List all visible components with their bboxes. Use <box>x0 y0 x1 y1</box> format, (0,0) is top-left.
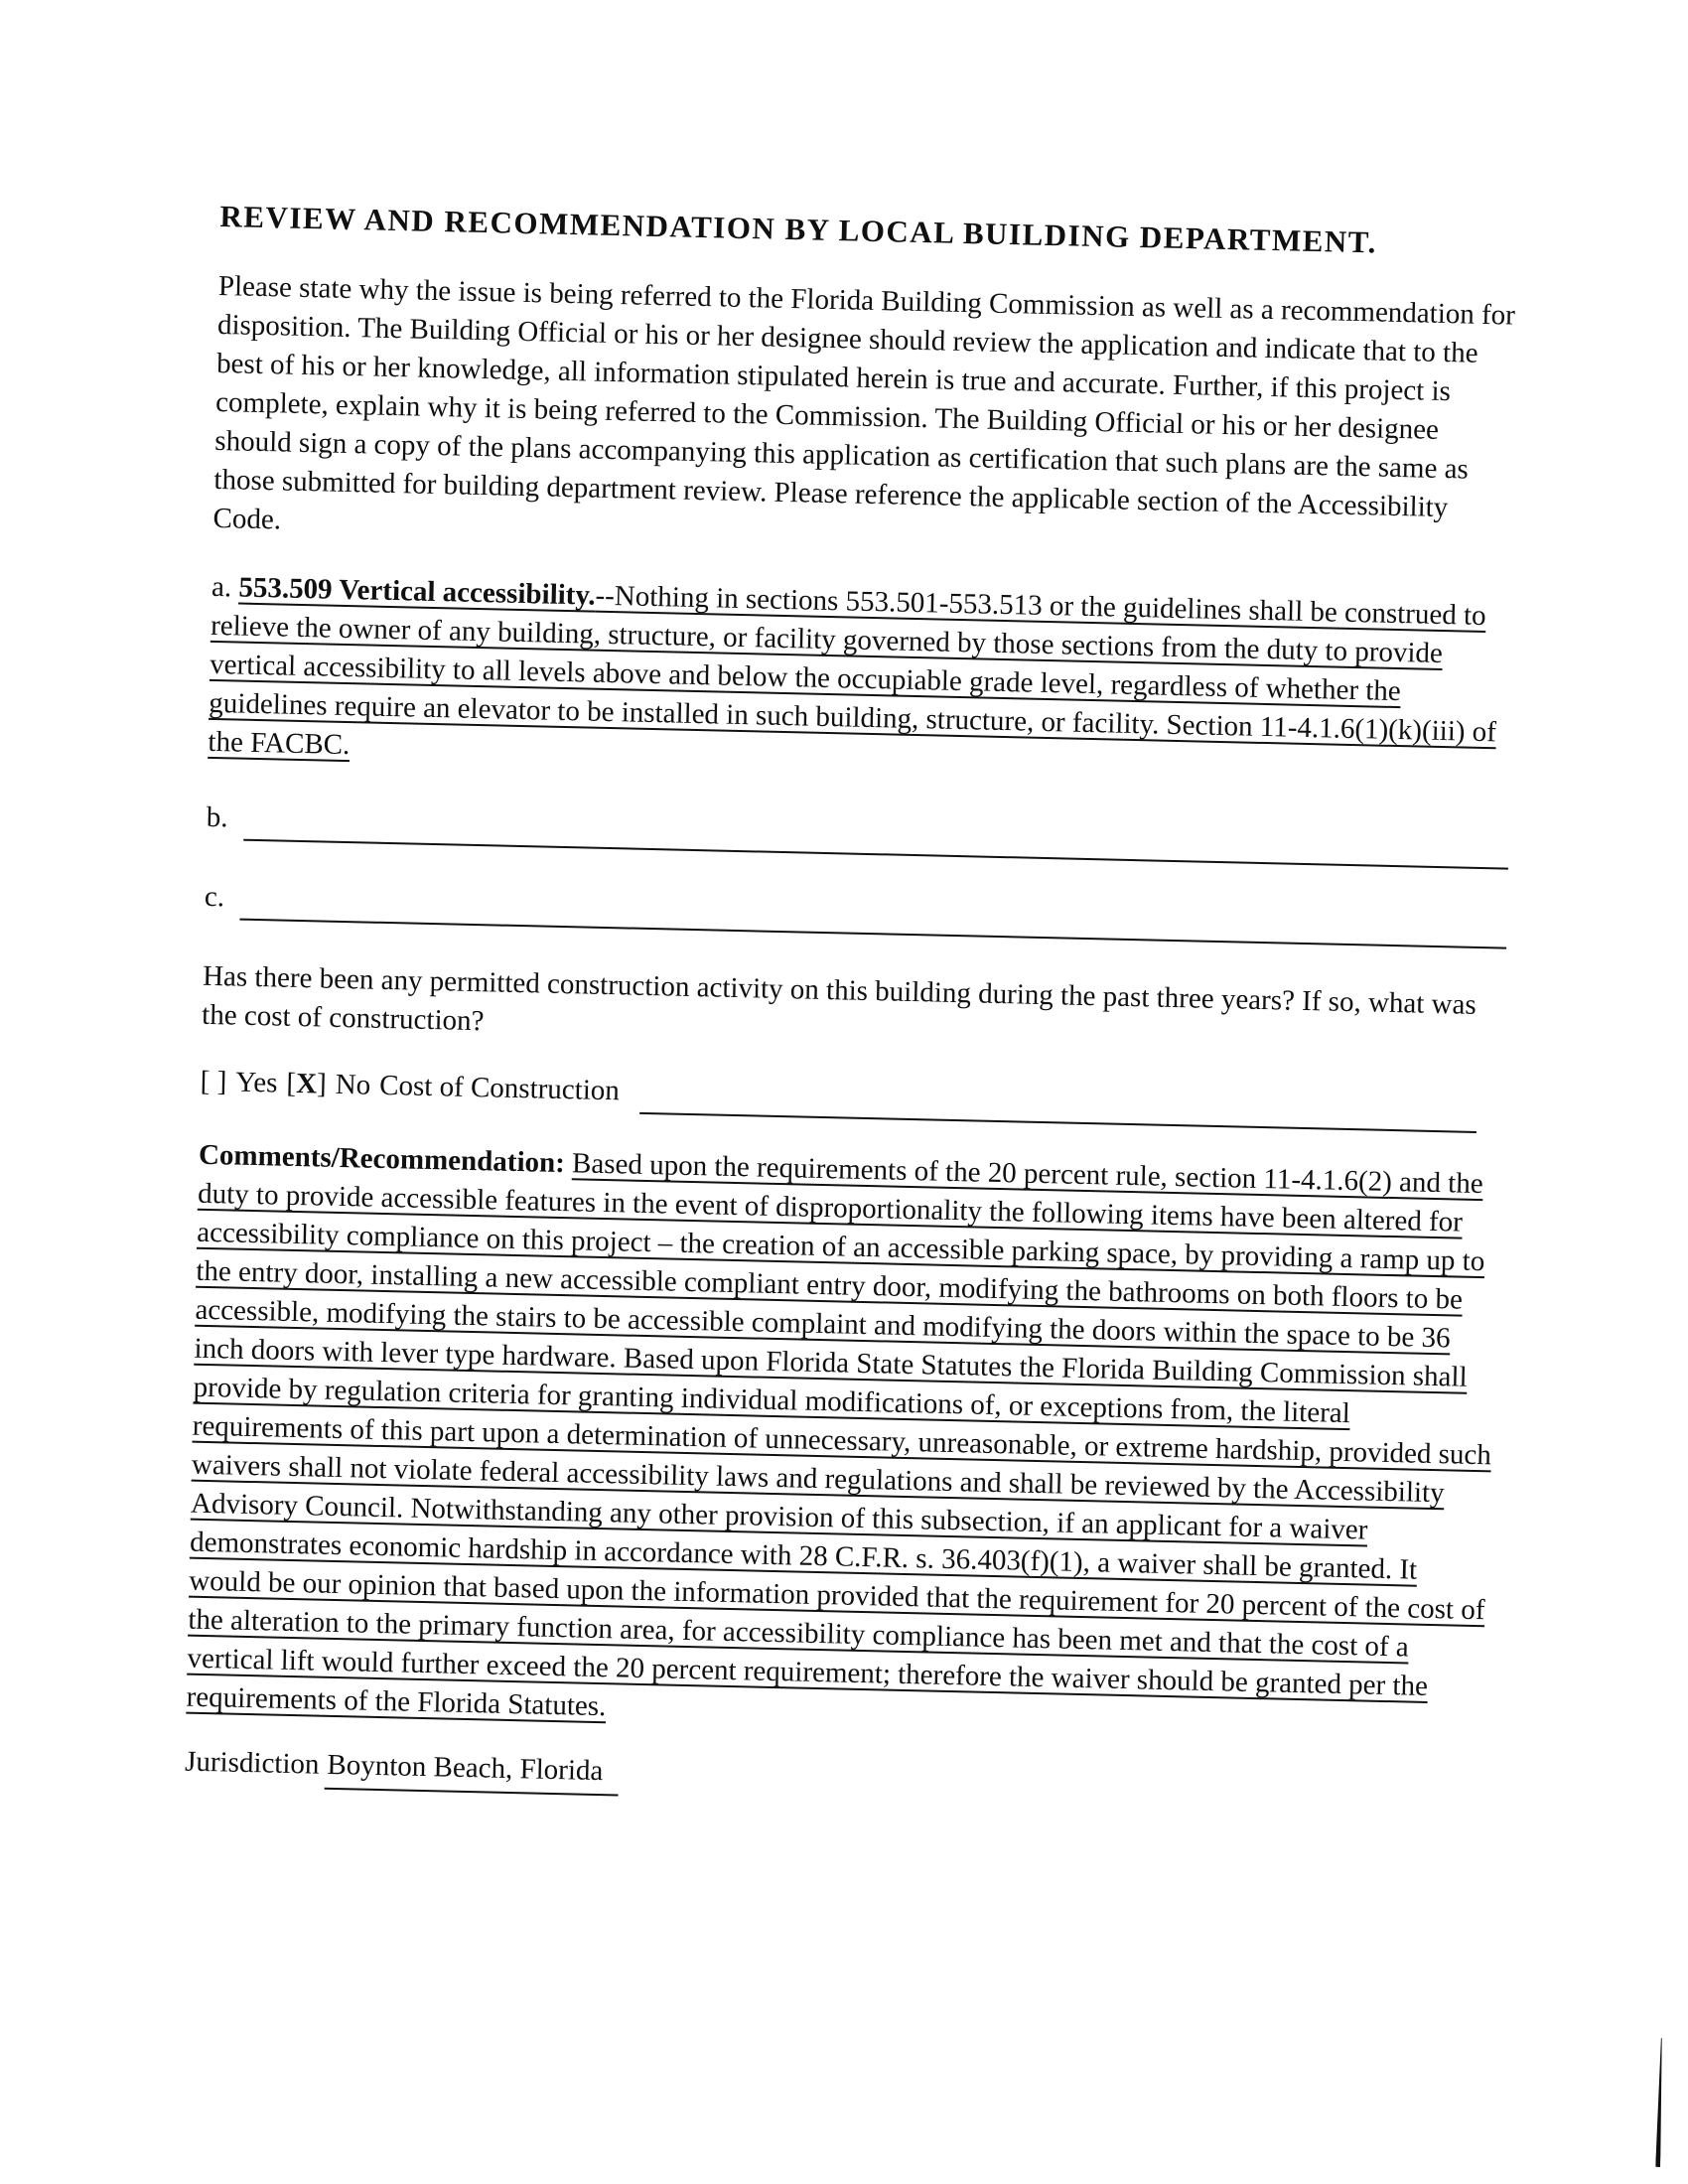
section-a-body: --Nothing in sections 553.501-553.513 or the guidelines shall be construed to relieve the owner of any building, structure, or facility governed by those sections from the duty to provide vertical accessibility to all levels above and below the occupiable grade level, regardless of whether the guidelines require an elevator to be installed in such building, structure, or facility. Section 11-4.1.6(1)(k)(iii) of the FACBC. <box>208 579 1497 762</box>
section-a-label: a. <box>211 570 232 604</box>
document-content <box>185 195 1523 1816</box>
no-checkbox-open-bracket: [ <box>286 1067 297 1099</box>
yes-label: Yes <box>234 1066 278 1099</box>
section-a-heading: 553.509 Vertical accessibility. <box>238 571 596 612</box>
cost-of-construction-row <box>200 1063 1503 1131</box>
document-title: REVIEW AND RECOMMENDATION BY LOCAL BUILDING DEPARTMENT. <box>219 198 1378 260</box>
no-checkbox-x-mark: X <box>295 1067 318 1100</box>
field-c-row <box>205 878 1508 946</box>
section-a <box>208 568 1514 792</box>
field-b-row <box>206 799 1509 867</box>
jurisdiction-value: Boynton Beach, Florida <box>325 1746 620 1797</box>
field-b-blank-line <box>243 802 1509 870</box>
field-b-label: b. <box>206 801 228 834</box>
comments-body: Based upon the requirements of the 20 percent rule, section 11-4.1.6(2) and the duty to provide accessible features in the event of disproportionality the following items have been altered for accessibility compliance on this project – the creation of an accessible parking space, by providing a ramp up to the entry door, installing a new accessible compliant entry door, modifying the bathrooms on both floors to be accessible, modifying the stairs to be accessible complaint and modifying the doors within the space to be 36 inch doors with lever type hardware. Based upon Florida State Statutes the Florida Building Commission shall provide by regulation criteria for granting individual modifications of, or exceptions from, the literal requirements of this part upon a determination of unnecessary, unreasonable, or extreme hardship, provided such waivers shall not violate federal accessibility laws and regulations and shall be reviewed by the Accessibility Advisory Council. Notwithstanding any other provision of this subsection, if an applicant for a waiver demonstrates economic hardship in accordance with 28 C.F.R. s. 36.403(f)(1), a waiver shall be granted. It would be our opinion that based upon the information provided that the requirement for 20 percent of the cost of the alteration to the primary function area, for accessibility compliance has been met and that the cost of a vertical lift would further exceed the 20 percent requirement; therefore the waiver should be granted per the requirements of the Florida Statutes. <box>186 1147 1492 1723</box>
comments-recommendation-section <box>186 1136 1501 1747</box>
jurisdiction-label: Jurisdiction <box>184 1745 320 1781</box>
no-checkbox-close-bracket: ] <box>316 1068 328 1100</box>
intro-paragraph: Please state why the issue is being referred to the Florida Building Commission as well as a recommendation for disposition. The Building Official or his or her designee should review the application and indicate that to the best of his or her knowledge, all information stipulated herein is true and accurate. Further, if this project is complete, explain why it is being referred to the Commission. The Building Official or his or her designee should sign a copy of the plans accompanying this application as certification that such plans are the same as those submitted for building department review. Please reference the applicable section of the Accessibility Code. <box>212 269 1516 536</box>
construction-activity-question: Has there been any permitted construction activity on this building during the past three years? If so, what was the cost of construction? <box>201 959 1477 1038</box>
cost-blank-line <box>639 1076 1477 1133</box>
no-checkbox <box>286 1065 327 1104</box>
field-c-label: c. <box>204 880 225 914</box>
comments-label: Comments/Recommendation: <box>198 1138 566 1180</box>
cost-field-label: Cost of Construction <box>378 1069 621 1107</box>
scan-artifact-line <box>1655 2038 1664 2167</box>
field-c-blank-line <box>240 882 1507 949</box>
yes-checkbox: [ ] <box>200 1065 227 1098</box>
jurisdiction-row <box>185 1743 1488 1817</box>
no-label: No <box>335 1068 371 1101</box>
